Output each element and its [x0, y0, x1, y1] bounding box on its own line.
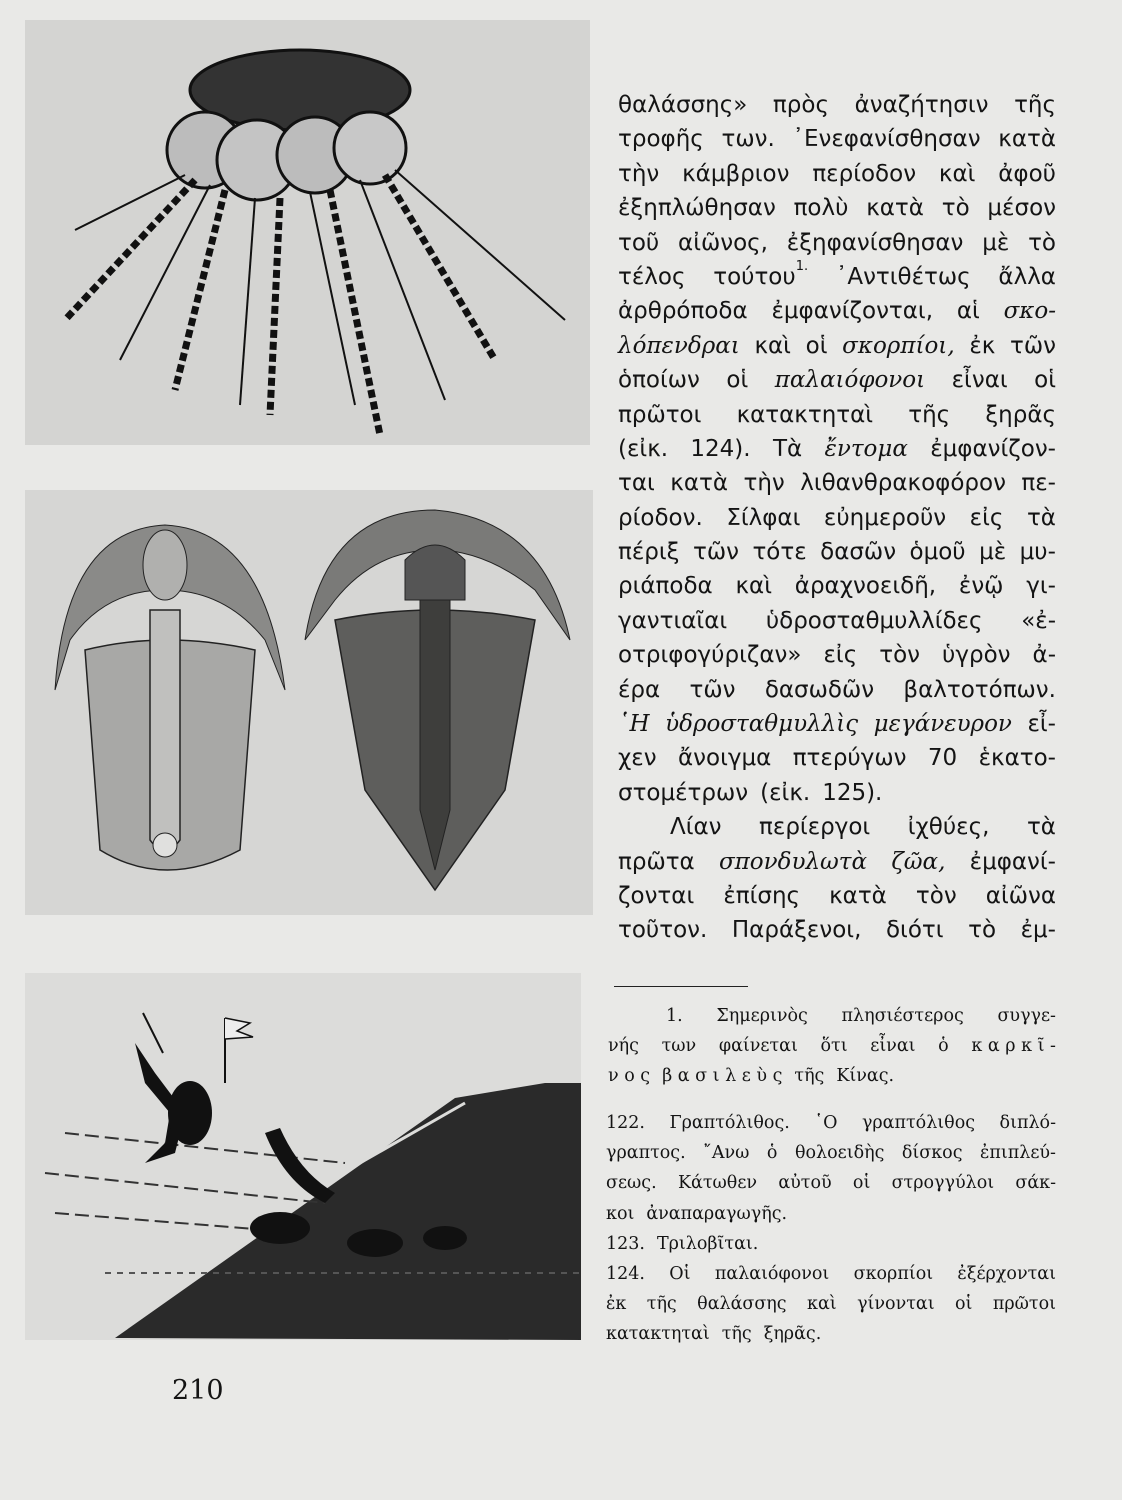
text-line: στομέτρων (εἰκ. 125). [618, 779, 883, 806]
caption-line: 123. Τριλοβῖται. [606, 1233, 759, 1254]
text-line: οτριφογύριζαν» εἰς τὸν ὑγρὸν ἀ- [618, 642, 1056, 669]
text-line: (εἰκ. 124). Τὰ ἔντομα ἐμφανίζον- [618, 435, 1056, 462]
footnote-line: νής των φαίνεται ὅτι εἶναι ὁ κ α ρ κ ῖ - [608, 1036, 1056, 1056]
text-line: θαλάσσης» πρὸς ἀναζήτησιν τῆς [618, 92, 1056, 118]
caption-line: κατακτηταὶ τῆς ξηρᾶς. [606, 1324, 822, 1345]
text-line: ἀρθρόποδα ἐμφανίζονται, αἱ σκο- [618, 298, 1056, 325]
text-line: λόπενδραι καὶ οἱ σκορπίοι, ἐκ τῶν [618, 332, 1056, 359]
footnote-rule [614, 986, 748, 987]
text-line: πρῶτοι κατακτηταὶ τῆς ξηρᾶς [618, 401, 1056, 428]
text-line: τοῦτον. Παράξενοι, διότι τὸ ἐμ- [618, 917, 1056, 944]
text-line: έρα τῶν δασωδῶν βαλτοτόπων. [618, 676, 1056, 703]
caption-line: 124. Οἱ παλαιόφονοι σκορπίοι ἐξέρχονται [606, 1263, 1056, 1284]
figure-123-trilobites [25, 490, 593, 915]
text-line: χεν ἄνοιγμα πτερύγων 70 ἑκατο- [618, 745, 1056, 772]
footnote-ref: 1. [795, 258, 809, 274]
text-line: ῾Η ὑδροσταθμυλλὶς μεγάνευρον εἶ- [618, 711, 1056, 738]
caption-line: 122. Γραπτόλιθος. ῾Ο γραπτόλιθος διπλό- [606, 1113, 1056, 1133]
text-line: πέριξ τῶν τότε δασῶν ὁμοῦ μὲ μυ- [618, 539, 1056, 566]
caption-line: ἐκ τῆς θαλάσσης καὶ γίνονται οἱ πρῶτοι [606, 1294, 1056, 1315]
footnote [608, 1001, 1056, 1091]
body-text [618, 88, 1056, 948]
text-line: ἐξηπλώθησαν πολὺ κατὰ τὸ μέσον [618, 195, 1056, 222]
text-line: ριάποδα καὶ ἀραχνοειδῆ, ἐνῷ γι- [618, 573, 1056, 600]
text-line: τοῦ αἰῶνος, ἐξηφανίσθησαν μὲ τὸ [618, 229, 1056, 256]
page-number: 210 [172, 1375, 224, 1406]
text-line: ζονται ἐπίσης κατὰ τὸν αἰῶνα [618, 882, 1056, 909]
caption-line: γραπτος. ῎Ανω ὁ θολοειδὴς δίσκος ἐπιπλεύ- [606, 1143, 1056, 1164]
figure-captions [606, 1108, 1056, 1350]
text-line: γαντιαῖαι ὑδροσταθμυλλίδες «ἐ- [618, 607, 1056, 634]
text-line: πρῶτα σπονδυλωτὰ ζῶα, ἐμφανί- [618, 848, 1056, 875]
text-line: ρίοδον. Σίλφαι εὐημεροῦν εἰς τὰ [618, 504, 1056, 531]
footnote-line: 1. Σημερινὸς πλησιέστερος συγγε- [666, 1006, 1056, 1026]
text-line: ται κατὰ τὴν λιθανθρακοφόρον πε- [618, 470, 1056, 497]
figure-122-graptolite [25, 20, 590, 445]
caption-line: κοι ἀναπαραγωγῆς. [606, 1203, 788, 1224]
text-line: τέλος τούτου$^{1.}$ ᾿Αντιθέτως ἄλλα [618, 258, 1056, 290]
text-line: Λίαν περίεργοι ἰχθύες, τὰ [670, 814, 1056, 841]
text-line: τροφῆς των. ᾿Ενεφανίσθησαν κατὰ [618, 126, 1056, 153]
footnote-line: ν ο ς β α σ ι λ ε ὺ ς τῆς Κίνας. [608, 1066, 895, 1086]
text-line: τὴν κάμβριον περίοδον καὶ ἀφοῦ [618, 160, 1056, 187]
figure-124-scorpions [25, 973, 581, 1340]
text-line: ὁποίων οἱ παλαιόφονοι εἶναι οἱ [618, 367, 1056, 394]
caption-line: σεως. Κάτωθεν αὐτοῦ οἱ στρογγύλοι σάκ- [606, 1173, 1056, 1194]
